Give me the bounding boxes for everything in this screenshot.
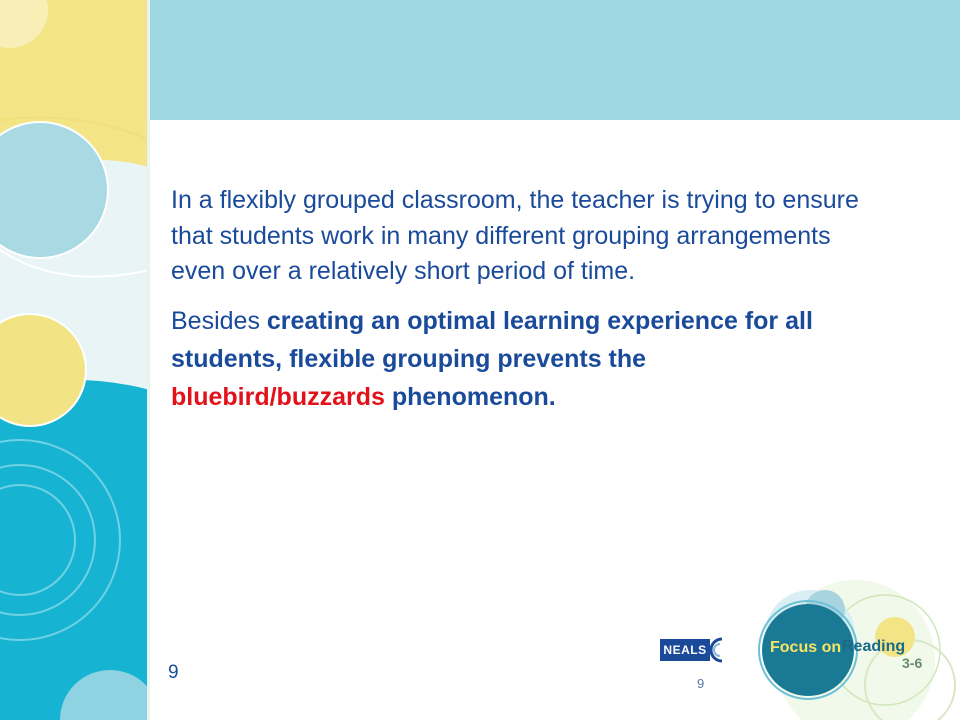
slide-number: 9 <box>168 662 179 683</box>
paragraph-2 <box>171 302 861 416</box>
neals-logo <box>660 636 728 664</box>
decorative-sidebar <box>0 0 150 720</box>
footer-page-number: 9 <box>697 676 705 691</box>
paragraph-2-bold-1: creating an optimal learning experience for all students, flexible grouping prevents the <box>171 306 813 373</box>
focus-text: Focus on <box>770 639 842 656</box>
header-band <box>150 0 960 120</box>
grade-range-text: 3-6 <box>902 655 923 671</box>
slide-body <box>171 183 861 416</box>
focus-on-reading-logo <box>740 575 960 720</box>
highlight-bluebird-buzzards: bluebird/buzzards <box>171 382 385 411</box>
sidebar-circles-graphic <box>0 0 150 720</box>
neals-logo-text: NEALS <box>660 639 710 661</box>
paragraph-1: In a flexibly grouped classroom, the teacher is trying to ensure that students work in many different grouping arrangements even over a relatively short period of time. <box>171 186 859 285</box>
paragraph-2-bold-2: phenomenon. <box>384 382 556 411</box>
neals-ring-icon <box>707 636 725 664</box>
reading-text: Reading <box>842 638 906 655</box>
paragraph-2-intro: Besides <box>171 306 267 335</box>
